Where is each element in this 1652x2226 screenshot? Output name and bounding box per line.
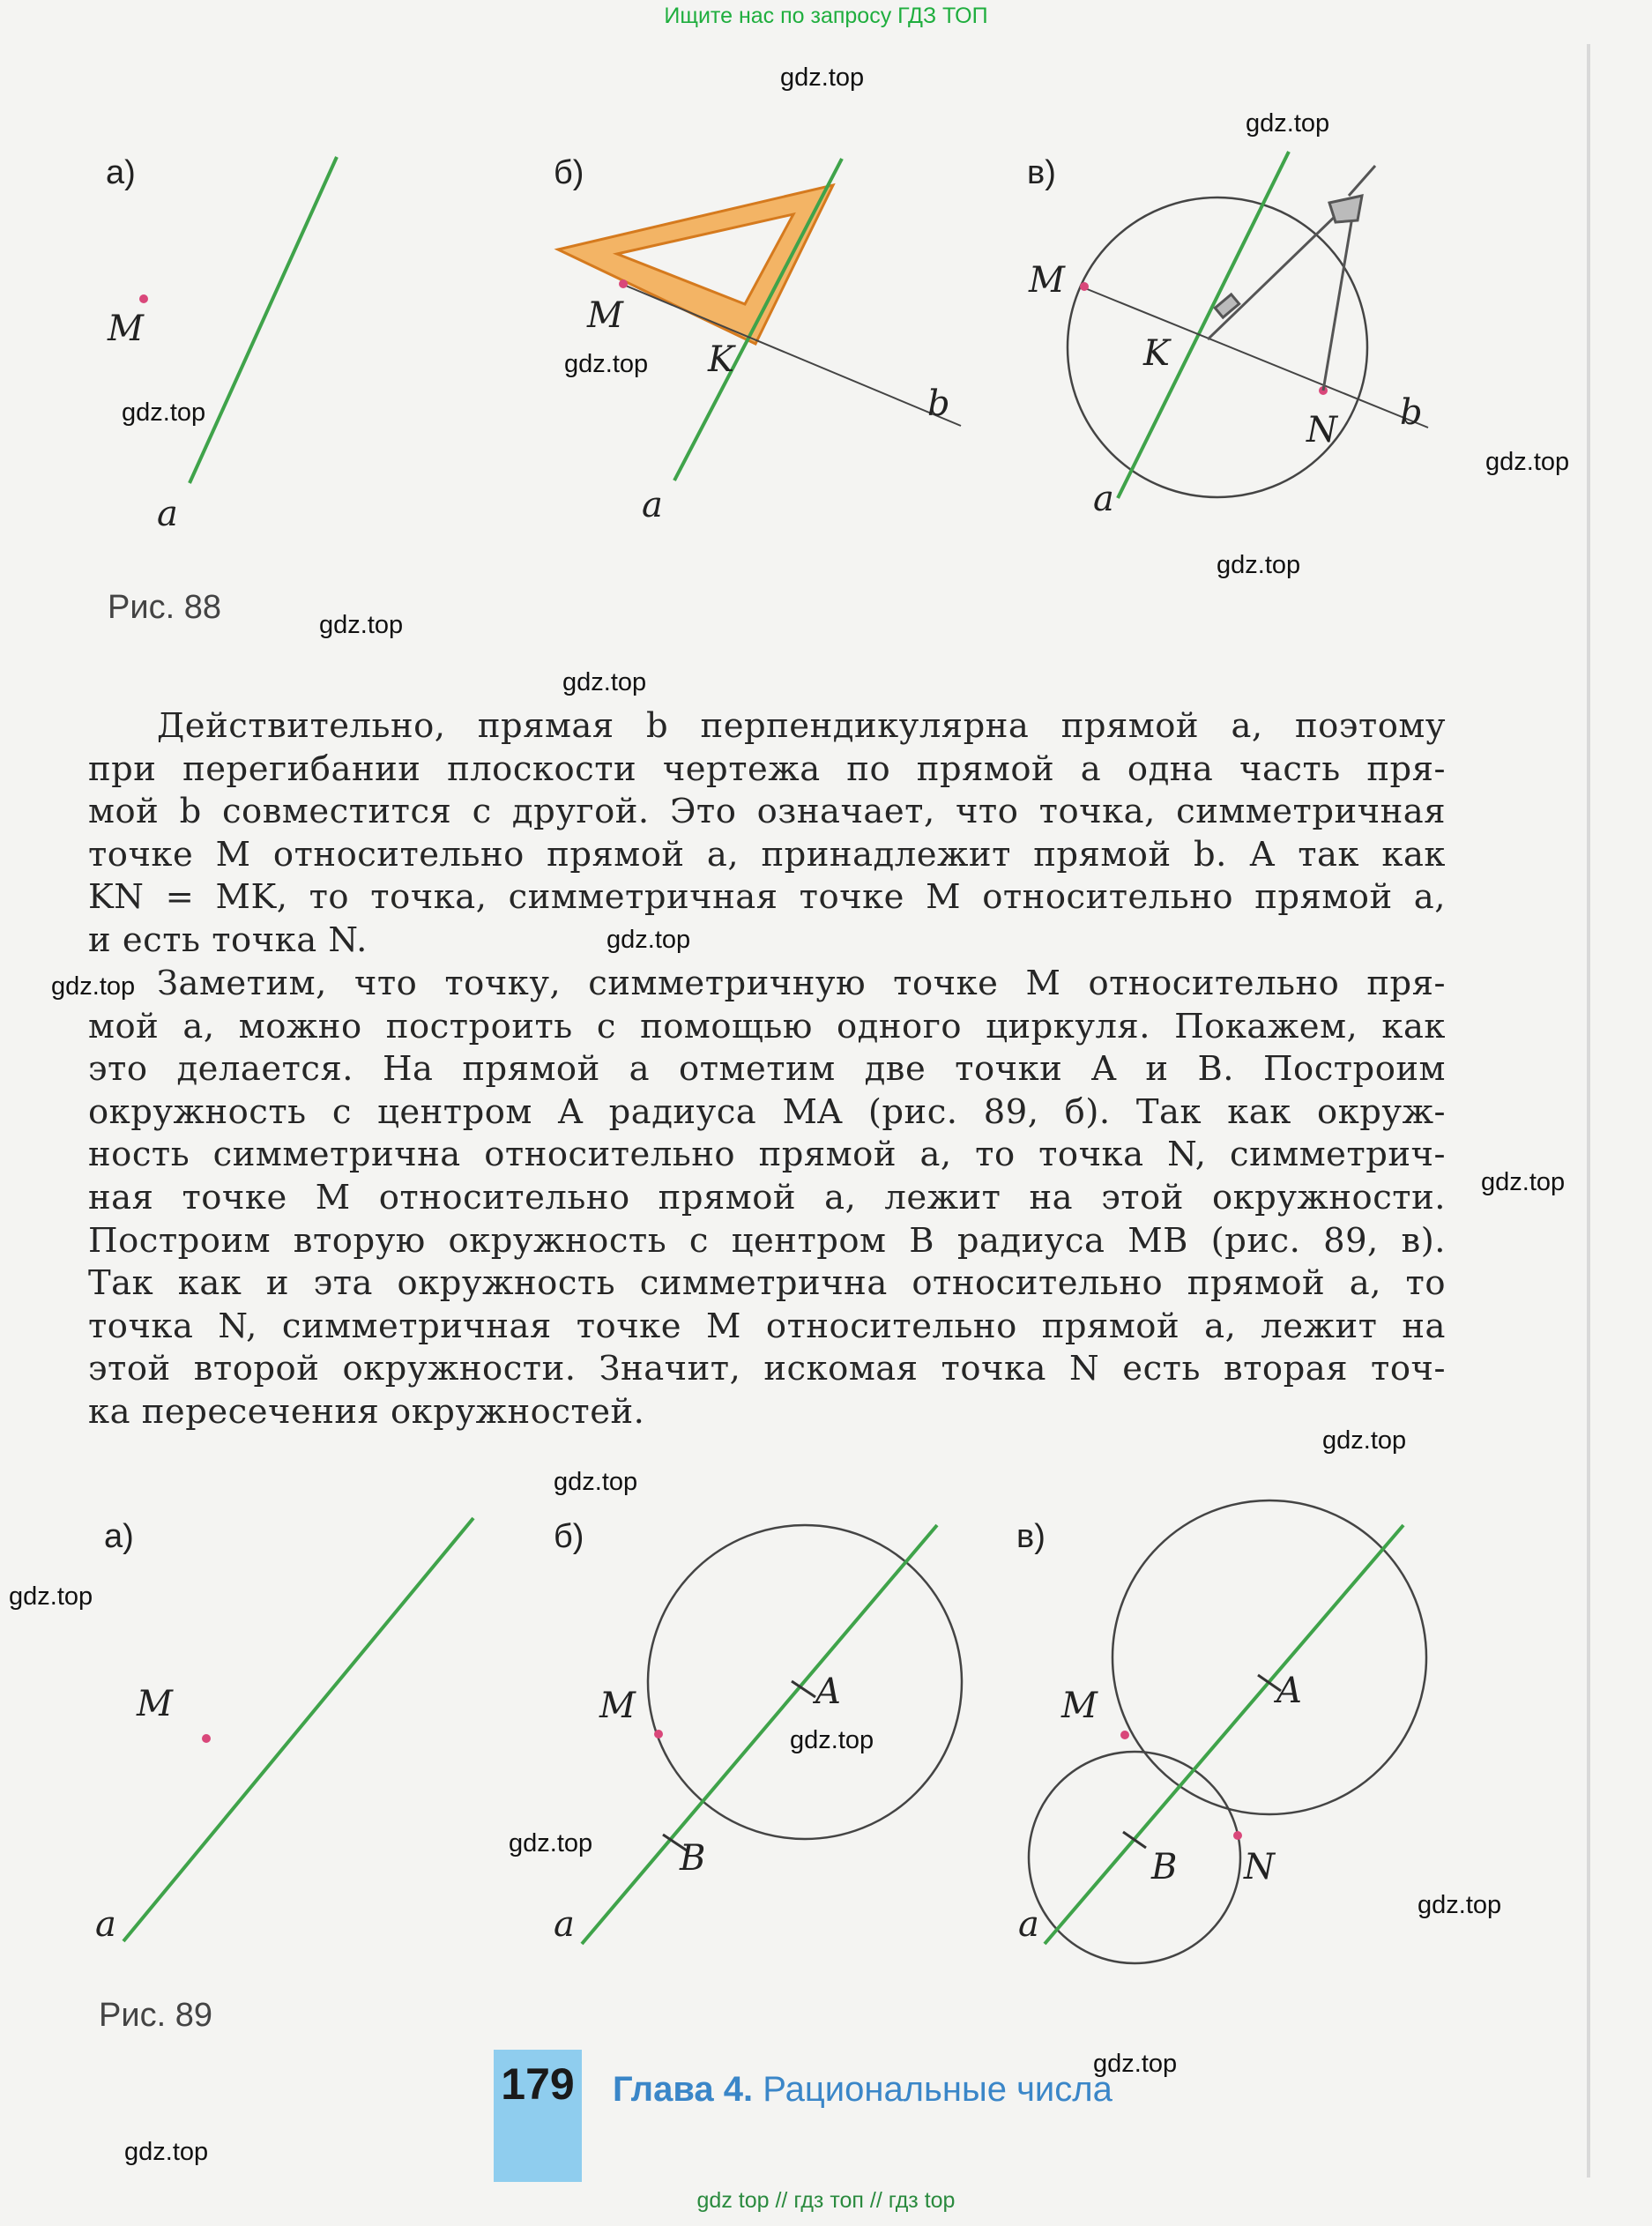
page-number: 179 xyxy=(501,2059,575,2109)
fig89b-point-M xyxy=(654,1730,663,1738)
watermark: gdz.top xyxy=(51,972,136,1001)
fig89b-label-a: a xyxy=(554,1904,575,1945)
paragraph-2-line: окружность с центром A радиуса MA (рис. 89, б). Так как окруж- xyxy=(88,1091,1446,1132)
paragraph-2-line: Построим вторую окружность с центром B радиуса MB (рис. 89, в). xyxy=(88,1220,1446,1261)
fig89v-tick-B xyxy=(1123,1832,1146,1848)
fig89v-line-a xyxy=(1045,1525,1403,1944)
watermark: gdz.top xyxy=(1217,551,1301,579)
fig89v-label-A: A xyxy=(1276,1671,1302,1711)
paragraph-1-line: и есть точка N. xyxy=(88,919,368,960)
watermark: gdz.top xyxy=(790,1726,874,1754)
top-banner: Ищите нас по запросу ГДЗ ТОП xyxy=(664,4,988,28)
fig88v-label-M: M xyxy=(1029,260,1065,301)
fig89b-label-A: A xyxy=(815,1671,841,1712)
watermark: gdz.top xyxy=(319,611,404,639)
watermark: gdz.top xyxy=(1093,2050,1178,2078)
watermark: gdz.top xyxy=(564,350,649,378)
fig88a-label-M: M xyxy=(108,309,144,349)
fig89v-point-N xyxy=(1233,1831,1242,1840)
watermark: gdz.top xyxy=(780,63,865,92)
fig89a-point-M xyxy=(202,1734,211,1743)
watermark: gdz.top xyxy=(1246,109,1330,138)
paragraph-1-line: точке M относительно прямой a, принадлежит прямой b. А так как xyxy=(88,834,1446,875)
watermark: gdz.top xyxy=(9,1582,93,1611)
watermark: gdz.top xyxy=(1322,1426,1407,1455)
fig89-caption: Рис. 89 xyxy=(99,1997,212,2034)
watermark: gdz.top xyxy=(1418,1891,1502,1919)
watermark: gdz.top xyxy=(509,1829,593,1857)
fig89b-line-a xyxy=(582,1525,937,1944)
fig88v-label-K: K xyxy=(1143,333,1170,374)
paragraph-2-line: Заметим, что точку, симметричную точке M относительно пря- xyxy=(157,964,1446,1003)
paragraph-2-line: этой второй окружности. Значит, искомая точка N есть вторая точ- xyxy=(88,1349,1446,1389)
fig88v-label-a: a xyxy=(1093,479,1114,519)
fig89v-circle-B xyxy=(1029,1752,1240,1963)
paragraph-1-line: мой b совместится с другой. Это означает, что точка, симметричная xyxy=(88,792,1446,832)
fig88b-label-M: M xyxy=(587,295,623,336)
fig88v-label-b: b xyxy=(1400,392,1423,433)
fig88-panel-b-label: б) xyxy=(554,154,584,191)
fig88v-label-N: N xyxy=(1306,410,1337,450)
fig88-panel-v-label: в) xyxy=(1027,154,1056,191)
paragraph-2-line: точка N, симметричная точке M относительно прямой a, лежит на xyxy=(88,1306,1446,1346)
fig89v-label-N: N xyxy=(1244,1847,1275,1887)
fig89b-label-B: B xyxy=(680,1838,706,1879)
fig89a-label-M: M xyxy=(137,1684,173,1724)
fig88-caption: Рис. 88 xyxy=(108,589,221,626)
paragraph-2-line: это делается. На прямой a отметим две точки A и B. Построим xyxy=(88,1049,1446,1090)
chapter-title: Рациональные числа xyxy=(763,2070,1112,2109)
fig88a-label-a: a xyxy=(157,494,178,534)
fig88b-label-b: b xyxy=(927,383,950,424)
paragraph-2-line: мой a, можно построить с помощью одного циркуля. Покажем, как xyxy=(88,1006,1446,1046)
fig89v-circle-A xyxy=(1112,1500,1426,1814)
paragraph-2-line: Так как и эта окружность симметрична относительно прямой a, то xyxy=(88,1263,1446,1304)
paragraph-1-line: Действительно, прямая b перпендикулярна прямой a, поэтому xyxy=(157,706,1446,746)
paragraph-2-line: ность симметрична относительно прямой a, то точка N, симметрич- xyxy=(88,1135,1446,1175)
fig89-panel-b-label: б) xyxy=(554,1518,584,1555)
watermark: gdz.top xyxy=(1485,448,1570,476)
fig88b-label-K: K xyxy=(708,339,734,380)
chapter-label: Глава 4. xyxy=(613,2070,754,2109)
fig88-panel-a-label: а) xyxy=(106,154,136,191)
fig89b-label-M: M xyxy=(599,1686,636,1726)
fig89v-label-B: B xyxy=(1151,1847,1178,1887)
watermark: gdz.top xyxy=(122,398,206,427)
paragraph-2-line: ная точке M относительно прямой a, лежит на этой окружности. xyxy=(88,1177,1446,1217)
watermark: gdz.top xyxy=(606,926,691,954)
fig88b-label-a: a xyxy=(642,485,663,525)
fig89v-point-M xyxy=(1120,1731,1129,1739)
fig89v-label-M: M xyxy=(1061,1686,1098,1726)
watermark: gdz.top xyxy=(1481,1168,1566,1196)
paragraph-2-line: ка пересечения окружностей. xyxy=(88,1391,645,1432)
chapter-heading xyxy=(613,2070,1112,2110)
paragraph-1-line: при перегибании плоскости чертежа по прямой a одна часть пря- xyxy=(88,748,1446,789)
bottom-banner: gdz top // гдз топ // гдз top xyxy=(696,2188,956,2213)
fig89-panel-v-label: в) xyxy=(1016,1518,1046,1555)
fig89-panel-a-label: а) xyxy=(104,1518,134,1555)
watermark: gdz.top xyxy=(562,668,647,696)
watermark: gdz.top xyxy=(554,1468,638,1496)
fig89v-label-a: a xyxy=(1018,1904,1039,1945)
watermark: gdz.top xyxy=(124,2138,209,2166)
fig89a-label-a: a xyxy=(95,1904,116,1945)
fig89a-line-a xyxy=(123,1518,473,1941)
paragraph-1-line: KN = MK, то точка, симметричная точке M относительно прямой a, xyxy=(88,877,1446,918)
